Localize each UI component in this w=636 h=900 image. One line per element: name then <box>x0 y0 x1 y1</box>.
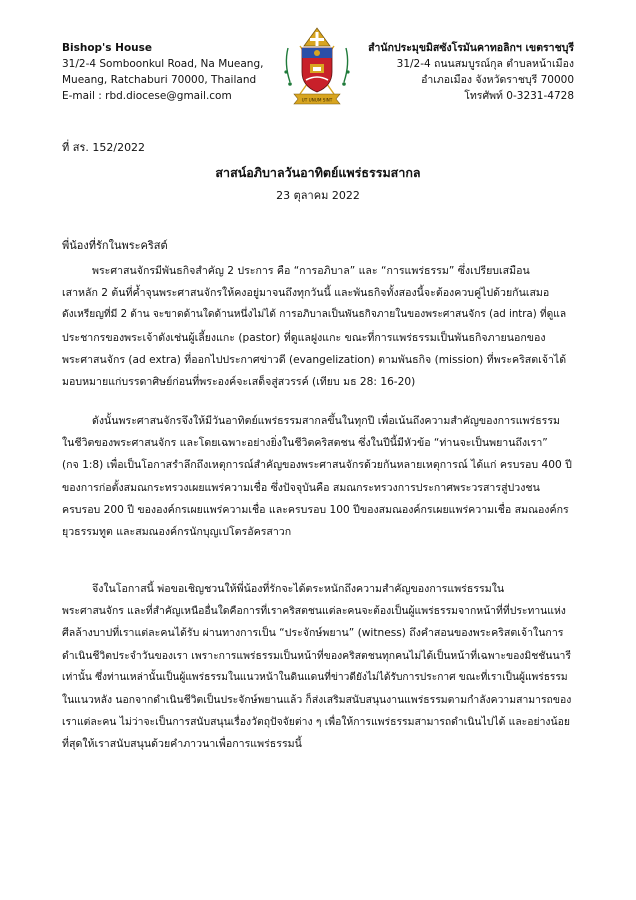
paragraph-line: จึงในโอกาสนี้ พ่อขอเชิญชวนให้พี่น้องที่รักจะได้ตระหนักถึงความสำคัญของการแพร่ธรรมใน <box>92 583 505 595</box>
document-reference-number: ที่ สร. 152/2022 <box>62 141 146 154</box>
paragraph-line: ดังเหรียญที่มี 2 ด้าน จะขาดด้านใดด้านหนึ่งไม่ได้ การอภิบาลเป็นพันธกิจภายในของพระศาสนจักร (ad intra) ที่ดูแล <box>62 309 567 321</box>
sender-address-thai <box>368 40 574 104</box>
paragraph-line: ประชากรของพระเจ้าดังเช่นผู้เลี้ยงแกะ (pastor) ที่ดูแลฝูงแกะ ขณะที่การแพร่ธรรมเป็นพันธกิจภายนอกของ <box>62 331 546 344</box>
paragraph-line: พระศาสนจักร (ad extra) ที่ออกไปประกาศข่าวดี (evangelization) ตามพันธกิจ (mission) ที่พระคริสตเจ้าได้ <box>62 353 567 366</box>
paragraph-3 <box>62 578 574 756</box>
paragraph-line: ในชีวิตของพระศาสนจักร และโดยเฉพาะอย่างยิ่งในชีวิตคริสตชน ซึ่งในปีนี้มีหัวข้อ “ท่านจะเป็นพยานถึงเรา” <box>62 437 548 450</box>
paragraph-line: เท่านั้น ซึ่งท่านเหล่านั้นเป็นผู้แพร่ธรรมในแนวหน้าในดินแดนที่ข่าวดียังไม่ได้รับการประกาศ ขณะที่เราเป็นผู้แพร่ธรรม <box>62 671 568 683</box>
paragraph-line: พระศาสนจักร และที่สำคัญเหนืออื่นใดคือการที่เราคริสตชนแต่ละคนจะต้องเป็นผู้แพร่ธรรมจากหน้าที่ที่ประทานแห่ง <box>62 605 566 618</box>
paragraph-2 <box>62 410 574 543</box>
address-line-2-en: Mueang, Ratchaburi 70000, Thailand <box>62 74 257 86</box>
organization-name-en: Bishop's House <box>62 42 153 54</box>
address-line-1-th: 31/2-4 ถนนสมบูรณ์กุล ตำบลหน้าเมือง <box>396 58 574 70</box>
paragraph-1 <box>62 260 574 393</box>
organization-name-th: สำนักประมุขมิสซังโรมันคาทอลิกฯ เขตราชบุรี <box>368 42 574 54</box>
paragraph-line: เราแต่ละคน ไม่ว่าจะเป็นการสนับสนุนเรื่องวัตถุปัจจัยต่าง ๆ เพื่อให้การแพร่ธรรมสามารถดำเนินไปได้ และอย่างน้อย <box>62 716 570 729</box>
address-line-1-en: 31/2-4 Somboonkul Road, Na Mueang, <box>62 58 264 70</box>
paragraph-line: ที่สุดให้เราสนับสนุนด้วยคำภาวนาเพื่อการแพร่ธรรมนี้ <box>62 738 302 751</box>
paragraph-line: ดังนั้นพระศาสนจักรจึงให้มีวันอาทิตย์แพร่ธรรมสากลขึ้นในทุกปี เพื่อเน้นถึงความสำคัญของการแพร่ธรรม <box>92 415 561 427</box>
paragraph-line: ศีลล้างบาปที่เราแต่ละคนได้รับ ผ่านทางการเป็น “ประจักษ์พยาน” (witness) ถึงคำสอนของพระคริสตเจ้าในการ <box>62 627 564 640</box>
paragraph-line: มอบหมายแก่บรรดาศิษย์ก่อนที่พระองค์จะเสด็จสู่สวรรค์ (เทียบ มธ 28: 16-20) <box>62 376 416 389</box>
paragraph-line: พระศาสนจักรมีพันธกิจสำคัญ 2 ประการ คือ “การอภิบาล” และ “การแพร่ธรรม” ซึ่งเปรียบเสมือน <box>92 265 530 277</box>
paragraph-line: ครบรอบ 200 ปี ขององค์กรเผยแพร่ความเชื่อ และครบรอบ 100 ปีของสมณองค์กรเผยแพร่ความเชื่อ สมณองค์กร <box>62 503 569 516</box>
email-line: E-mail : rbd.diocese@gmail.com <box>62 90 232 102</box>
phone-line: โทรศัพท์ 0-3231-4728 <box>464 90 574 102</box>
diocese-crest-emblem <box>280 24 354 106</box>
letter-date: 23 ตุลาคม 2022 <box>276 189 360 202</box>
sender-address-english <box>62 40 263 104</box>
paragraph-line: ในแนวหลัง นอกจากดำเนินชีวิตเป็นประจักษ์พยานแล้ว ก็ส่งเสริมสนับสนุนงานแพร่ธรรมตามกำลังความสามารถของ <box>62 694 572 707</box>
paragraph-line: ยุวธรรมทูต และสมณองค์กรนักบุญเปโตรอัครสาวก <box>62 526 292 539</box>
letter-title: สาสน์อภิบาลวันอาทิตย์แพร่ธรรมสากล <box>215 165 421 180</box>
paragraph-line: (กจ 1:8) เพื่อเป็นโอกาสรำลึกถึงเหตุการณ์สำคัญของพระศาสนจักรด้วยกันหลายเหตุการณ์ ได้แก่ ครบรอบ 400 ปี <box>62 459 572 472</box>
paragraph-line: ดำเนินชีวิตประจำวันของเรา เพราะการแพร่ธรรมเป็นหน้าที่ของคริสตชนทุกคนไม่ได้เป็นหน้าที่เฉพาะของมิชชันนารี <box>62 649 571 662</box>
motto-text: UT UNUM SINT <box>301 97 333 103</box>
salutation: พี่น้องที่รักในพระคริสต์ <box>62 239 168 252</box>
address-line-2-th: อำเภอเมือง จังหวัดราชบุรี 70000 <box>421 74 574 86</box>
paragraph-line: ของการก่อตั้งสมณกระทรวงเผยแพร่ความเชื่อ ซึ่งปัจจุบันคือ สมณกระทรวงการประกาศพระวรสารสู่ปวงชน <box>62 481 540 494</box>
paragraph-line: เสาหลัก 2 ต้นที่ค้ำจุนพระศาสนจักรให้คงอยู่มาจนถึงทุกวันนี้ และพันธกิจทั้งสองนี้จะต้องควบคู่ไปด้วยกันเสมอ <box>62 287 550 300</box>
